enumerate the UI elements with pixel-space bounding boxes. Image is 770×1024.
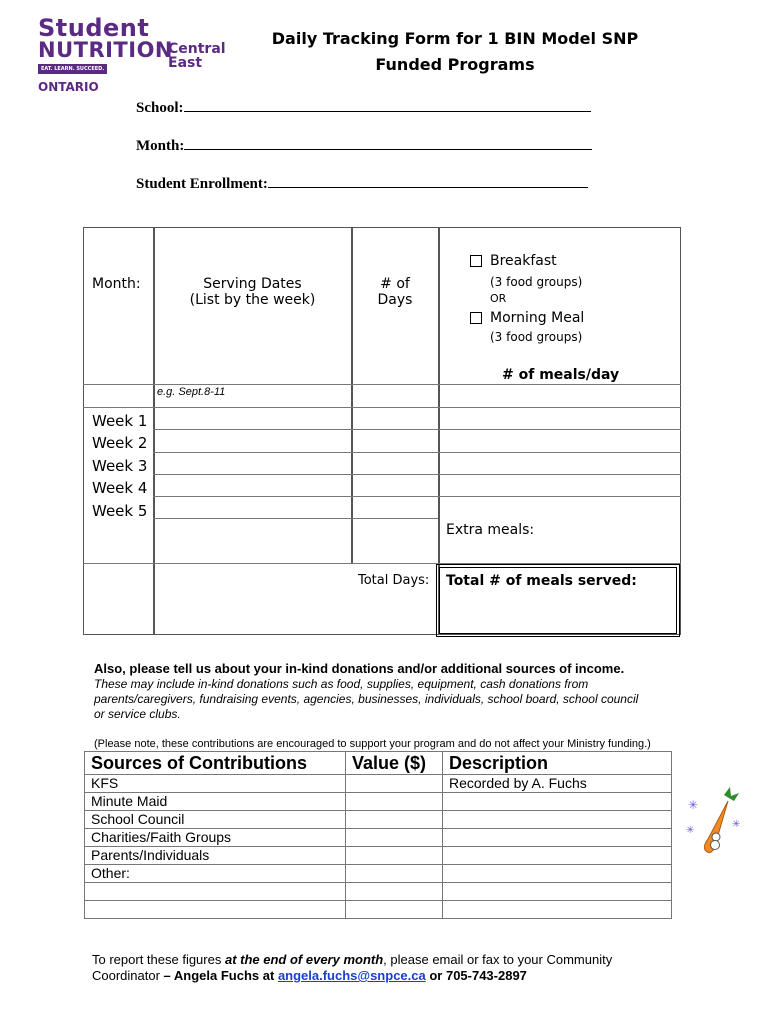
or-label: OR [490, 292, 507, 305]
table-row: KFS Recorded by A. Fuchs [85, 775, 672, 793]
morning-meal-option[interactable]: Morning Meal [470, 310, 584, 326]
days-header: # of Days [377, 276, 413, 308]
email-link[interactable]: angela.fuchs@snpce.ca [277, 968, 426, 983]
checkbox-icon [470, 255, 482, 267]
table-row: School Council [85, 811, 672, 829]
value-header: Value ($) [346, 752, 443, 775]
total-meals-label: Total # of meals served: [446, 573, 637, 589]
meals-per-day-header: # of meals/day [502, 367, 620, 383]
contributions-table [84, 751, 672, 919]
description-header: Description [443, 752, 672, 775]
week-labels: Week 1 Week 2 Week 3 Week 4 Week 5 [92, 412, 148, 520]
table-row [85, 883, 672, 901]
table-row [85, 901, 672, 919]
inkind-note: (Please note, these contributions are encouraged to support your program and do not affect your Ministry funding.) [94, 738, 651, 750]
serving-dates-header: Serving Dates (List by the week) [189, 276, 316, 308]
form-title: Daily Tracking Form for 1 BIN Model SNP Funded Programs [271, 29, 639, 74]
total-days-label: Total Days: [358, 573, 430, 588]
table-row: Minute Maid [85, 793, 672, 811]
logo-region: Central East [168, 41, 226, 71]
food-groups-label-2: (3 food groups) [490, 330, 583, 344]
table-row: Other: [85, 865, 672, 883]
carrot-mascot-icon [684, 785, 744, 857]
footer-instructions: To report these figures at the end of every month, please email or fax to your Community Coordinator – Angela Fuchs at angela.fuchs@snpce.ca or 705-743-2897 [92, 952, 613, 983]
food-groups-label-1: (3 food groups) [490, 275, 583, 289]
breakfast-option[interactable]: Breakfast [470, 253, 557, 269]
month-header: Month: [92, 276, 141, 292]
logo-tagline: EAT. LEARN. SUCCEED. [38, 64, 107, 74]
logo-student: Student [38, 14, 150, 42]
checkbox-icon [470, 312, 482, 324]
inkind-description: These may include in-kind donations such as food, supplies, equipment, cash donations from parents/caregivers, fundraising events, agencies, businesses, individuals, school board, school council or service clubs. [94, 677, 639, 721]
table-row: Charities/Faith Groups [85, 829, 672, 847]
svg-text:✳: ✳ [688, 798, 699, 812]
extra-meals-label: Extra meals: [446, 522, 535, 538]
school-field[interactable]: School: [136, 98, 591, 117]
month-field[interactable]: Month: [136, 136, 592, 155]
logo-ontario-bar [38, 60, 163, 94]
svg-text:✳: ✳ [686, 825, 695, 836]
table-header [85, 752, 672, 775]
table-row: Parents/Individuals [85, 847, 672, 865]
svg-text:✳: ✳ [732, 819, 741, 830]
inkind-heading: Also, please tell us about your in-kind donations and/or additional sources of income. [94, 661, 625, 676]
logo-province: ONTARIO [38, 79, 99, 94]
enrollment-field[interactable]: Student Enrollment: [136, 174, 588, 193]
logo-nutrition: NUTRITION [38, 38, 174, 62]
sources-header: Sources of Contributions [85, 752, 346, 775]
example-label: e.g. Sept.8-11 [157, 386, 226, 398]
